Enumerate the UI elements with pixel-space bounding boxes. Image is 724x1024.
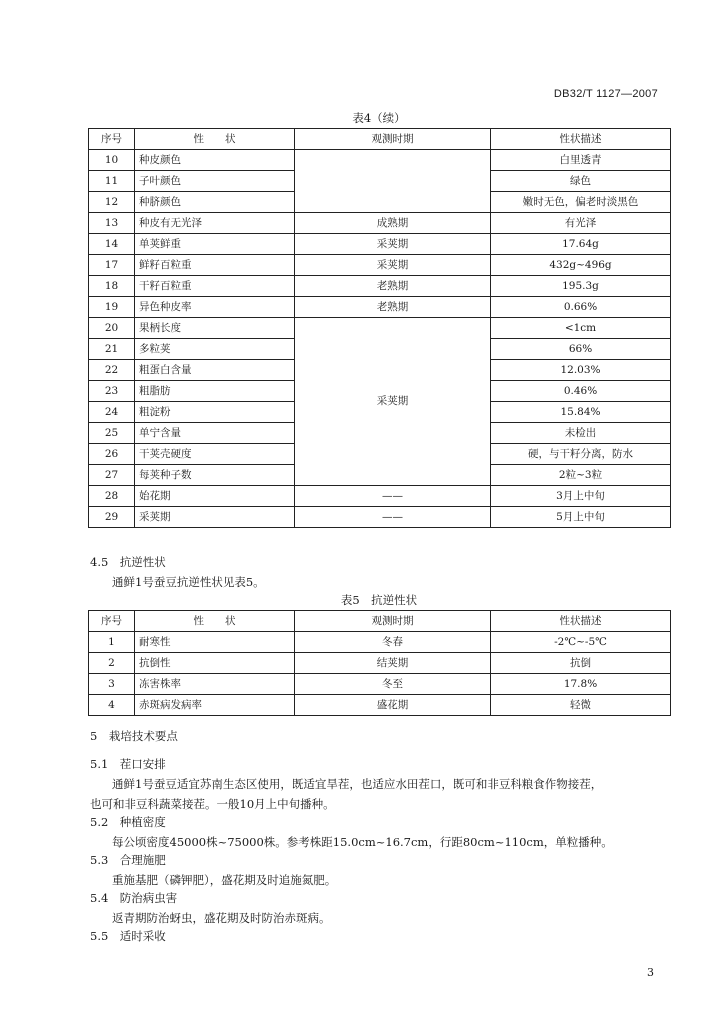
- row-trait: 鲜籽百粒重: [135, 255, 295, 276]
- row-desc: 195.3g: [491, 276, 671, 297]
- section-4-5-body: 通鲜1号蚕豆抗逆性状见表5。: [112, 575, 265, 589]
- section-5-4-body: 返青期防治蚜虫，盛花期及时防治赤斑病。: [112, 911, 331, 925]
- row-no: 12: [89, 192, 135, 213]
- row-desc: 15.84%: [491, 402, 671, 423]
- row-trait: 干籽百粒重: [135, 276, 295, 297]
- row-period: 采荚期: [295, 255, 491, 276]
- table5-header-no: 序号: [89, 611, 135, 632]
- row-no: 19: [89, 297, 135, 318]
- row-no: 29: [89, 507, 135, 528]
- row-no: 22: [89, 360, 135, 381]
- row-no: 23: [89, 381, 135, 402]
- section-5-heading: [90, 728, 178, 744]
- row-desc: 嫩时无色，偏老时淡黑色: [491, 192, 671, 213]
- section-title: 适时采收: [119, 929, 166, 943]
- row-desc: 17.8%: [491, 674, 671, 695]
- section-number: 5: [90, 729, 98, 743]
- row-no: 1: [89, 632, 135, 653]
- row-no: 10: [89, 150, 135, 171]
- row-period-merged: 采荚期: [295, 318, 491, 486]
- table5-header-desc: 性状描述: [491, 611, 671, 632]
- table-row: [89, 297, 671, 318]
- row-trait: 每荚种子数: [135, 465, 295, 486]
- row-desc: 5月上中旬: [491, 507, 671, 528]
- row-trait: 冻害株率: [135, 674, 295, 695]
- row-trait: 粗蛋白含量: [135, 360, 295, 381]
- table5-header-period: 观测时期: [295, 611, 491, 632]
- row-trait: 果柄长度: [135, 318, 295, 339]
- row-no: 11: [89, 171, 135, 192]
- section-number: 5.5: [90, 929, 109, 943]
- row-period: 老熟期: [295, 297, 491, 318]
- section-number: 4.5: [90, 555, 109, 569]
- row-desc: 17.64g: [491, 234, 671, 255]
- table5-caption: 表5 抗逆性状: [340, 593, 418, 607]
- table-row: [89, 674, 671, 695]
- row-trait: 粗脂肪: [135, 381, 295, 402]
- section-title: 抗逆性状: [119, 555, 166, 569]
- table-row: [89, 318, 671, 339]
- row-no: 20: [89, 318, 135, 339]
- table-row: [89, 653, 671, 674]
- row-period: 采荚期: [295, 234, 491, 255]
- row-no: 4: [89, 695, 135, 716]
- row-period: ——: [295, 486, 491, 507]
- section-title: 合理施肥: [119, 853, 166, 867]
- table-row: [89, 507, 671, 528]
- section-5-2-heading: [90, 814, 166, 830]
- row-desc: 白里透青: [491, 150, 671, 171]
- row-trait: 异色种皮率: [135, 297, 295, 318]
- row-no: 27: [89, 465, 135, 486]
- row-desc: 432g~496g: [491, 255, 671, 276]
- row-trait: 多粒荚: [135, 339, 295, 360]
- table5-header-trait: 性 状: [135, 611, 295, 632]
- row-period-empty: [295, 150, 491, 213]
- row-trait: 粗淀粉: [135, 402, 295, 423]
- row-trait: 抗倒性: [135, 653, 295, 674]
- table5: [88, 610, 671, 716]
- row-desc: 0.46%: [491, 381, 671, 402]
- table-row: [89, 213, 671, 234]
- row-no: 25: [89, 423, 135, 444]
- row-desc: <1cm: [491, 318, 671, 339]
- row-trait: 采荚期: [135, 507, 295, 528]
- row-no: 13: [89, 213, 135, 234]
- row-trait: 单荚鲜重: [135, 234, 295, 255]
- table-row: [89, 632, 671, 653]
- row-trait: 单宁含量: [135, 423, 295, 444]
- section-number: 5.4: [90, 891, 109, 905]
- row-trait: 赤斑病发病率: [135, 695, 295, 716]
- row-desc: 0.66%: [491, 297, 671, 318]
- row-desc: 66%: [491, 339, 671, 360]
- row-period: 老熟期: [295, 276, 491, 297]
- section-title: 茬口安排: [119, 757, 166, 771]
- row-period: 冬春: [295, 632, 491, 653]
- section-5-2-body: 每公顷密度45000株~75000株。参考株距15.0cm~16.7cm，行距80cm~110cm，单粒播种。: [112, 835, 613, 849]
- section-5-1-line2: 也可和非豆科蔬菜接茬。一般10月上中旬播种。: [90, 797, 335, 811]
- row-period: 结荚期: [295, 653, 491, 674]
- section-5-1-heading: [90, 756, 166, 772]
- row-no: 26: [89, 444, 135, 465]
- table4-header-row: [89, 129, 671, 150]
- row-no: 28: [89, 486, 135, 507]
- table4-caption: 表4（续）: [352, 111, 406, 125]
- row-desc: 12.03%: [491, 360, 671, 381]
- table5-header-row: [89, 611, 671, 632]
- section-number: 5.1: [90, 757, 109, 771]
- row-no: 18: [89, 276, 135, 297]
- row-desc: 抗倒: [491, 653, 671, 674]
- table4-header-period: 观测时期: [295, 129, 491, 150]
- table-row: [89, 486, 671, 507]
- table4-header-no: 序号: [89, 129, 135, 150]
- section-5-5-heading: [90, 928, 166, 944]
- section-number: 5.2: [90, 815, 109, 829]
- row-no: 14: [89, 234, 135, 255]
- row-period: 成熟期: [295, 213, 491, 234]
- row-trait: 子叶颜色: [135, 171, 295, 192]
- section-5-1-line1: 通鲜1号蚕豆适宜苏南生态区使用，既适宜旱茬，也适应水田茬口，既可和非豆科粮食作物接茬，: [112, 777, 603, 791]
- row-period: ——: [295, 507, 491, 528]
- section-5-3-heading: [90, 852, 166, 868]
- row-trait: 种皮有无光泽: [135, 213, 295, 234]
- row-no: 3: [89, 674, 135, 695]
- table-row: [89, 234, 671, 255]
- table-row: [89, 150, 671, 171]
- table-row: [89, 276, 671, 297]
- section-title: 栽培技术要点: [108, 729, 178, 743]
- section-4-5-heading: [90, 554, 166, 570]
- page-number: 3: [647, 966, 654, 979]
- row-period: 冬至: [295, 674, 491, 695]
- row-desc: -2℃~-5℃: [491, 632, 671, 653]
- row-no: 2: [89, 653, 135, 674]
- row-desc: 绿色: [491, 171, 671, 192]
- row-period: 盛花期: [295, 695, 491, 716]
- table4-header-trait: 性 状: [135, 129, 295, 150]
- row-desc: 3月上中旬: [491, 486, 671, 507]
- table4: [88, 128, 671, 528]
- standard-code: DB32/T 1127—2007: [553, 88, 658, 100]
- table-row: [89, 695, 671, 716]
- row-trait: 始花期: [135, 486, 295, 507]
- section-5-4-heading: [90, 890, 177, 906]
- table4-header-desc: 性状描述: [491, 129, 671, 150]
- row-desc: 2粒~3粒: [491, 465, 671, 486]
- row-trait: 种脐颜色: [135, 192, 295, 213]
- row-desc: 硬，与干籽分离，防水: [491, 444, 671, 465]
- row-no: 21: [89, 339, 135, 360]
- row-no: 17: [89, 255, 135, 276]
- table-row: [89, 255, 671, 276]
- section-title: 种植密度: [119, 815, 166, 829]
- section-5-3-body: 重施基肥（磷钾肥），盛花期及时追施氮肥。: [112, 873, 337, 887]
- row-trait: 耐寒性: [135, 632, 295, 653]
- row-desc: 轻微: [491, 695, 671, 716]
- section-number: 5.3: [90, 853, 109, 867]
- section-title: 防治病虫害: [119, 891, 178, 905]
- row-desc: 未检出: [491, 423, 671, 444]
- row-desc: 有光泽: [491, 213, 671, 234]
- row-trait: 种皮颜色: [135, 150, 295, 171]
- row-no: 24: [89, 402, 135, 423]
- row-trait: 干荚壳硬度: [135, 444, 295, 465]
